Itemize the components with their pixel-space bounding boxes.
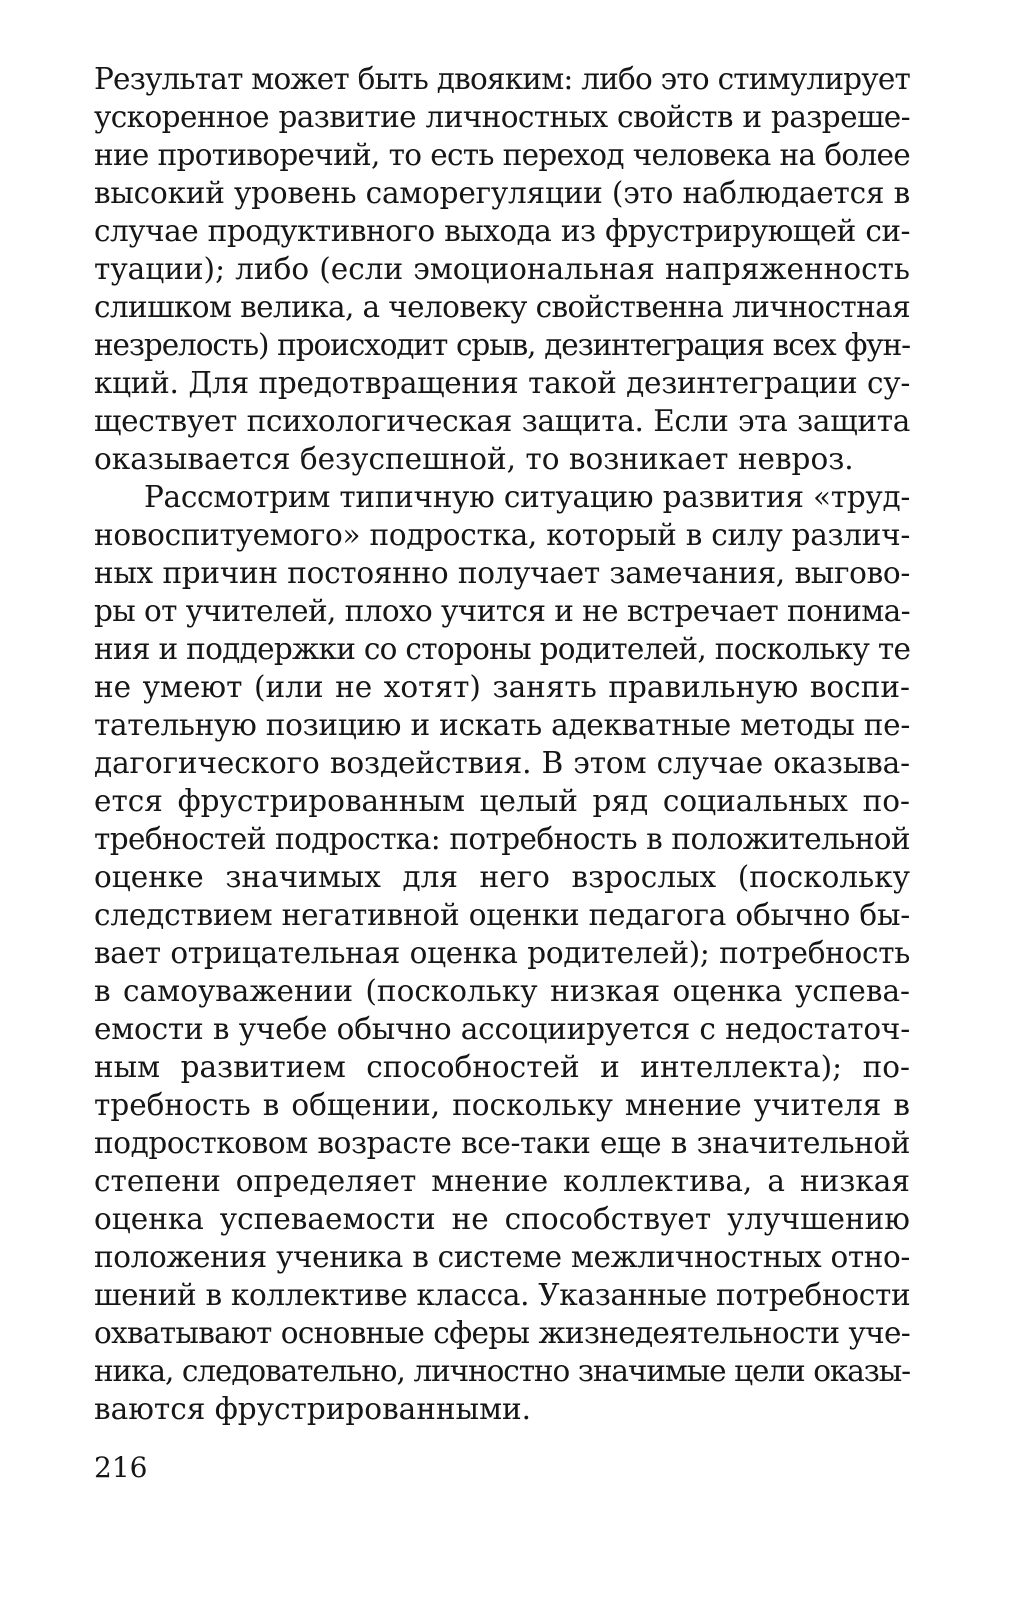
text-line: следствием негативной оценки педагога обычно бы- [94, 898, 910, 932]
text-line: положения ученика в системе межличностных отно- [94, 1240, 910, 1274]
text-line: тательную позицию и искать адекватные методы пе- [94, 708, 910, 742]
text-line: подростковом возрасте все-таки еще в значительной [94, 1126, 910, 1160]
text-line: новоспитуемого» подростка, который в силу различ- [94, 518, 910, 552]
text-line: в самоуважении (поскольку низкая оценка успева- [94, 974, 910, 1008]
text-line: Рассмотрим типичную ситуацию развития «труд- [144, 480, 910, 514]
text-line: ры от учителей, плохо учится и не встречает понима- [94, 594, 910, 628]
text-line: не умеют (или не хотят) занять правильную воспи- [94, 670, 910, 704]
text-line: вает отрицательная оценка родителей); потребность [94, 936, 910, 970]
text-line: ным развитием способностей и интеллекта); по- [94, 1050, 910, 1084]
paragraph-1 [94, 60, 910, 478]
text-line: оценка успеваемости не способствует улучшению [94, 1202, 910, 1236]
text-line: высокий уровень саморегуляции (это наблюдается в [94, 176, 910, 210]
text-line: Результат может быть двояким: либо это стимулирует [94, 62, 910, 96]
text-line: ния и поддержки со стороны родителей, поскольку те [94, 632, 911, 666]
text-line: оценке значимых для него взрослых (поскольку [94, 860, 910, 894]
text-line: охватывают основные сферы жизнедеятельности уче- [94, 1316, 910, 1350]
text-line: степени определяет мнение коллектива, а низкая [94, 1164, 910, 1198]
page-number: 216 [94, 1451, 148, 1484]
text-line: случае продуктивного выхода из фрустрирующей си- [94, 214, 910, 248]
text-line: дагогического воздействия. В этом случае оказыва- [94, 746, 910, 780]
text-line: ние противоречий, то есть переход человека на более [94, 138, 910, 172]
text-line: ваются фрустрированными. [94, 1392, 532, 1426]
text-line: шений в коллективе класса. Указанные потребности [94, 1278, 911, 1312]
text-line: слишком велика, а человеку свойственна личностная [94, 290, 911, 324]
text-line: ществует психологическая защита. Если эта защита [94, 404, 910, 438]
text-line: емости в учебе обычно ассоциируется с недостаточ- [94, 1012, 910, 1046]
text-line: оказывается безуспешной, то возникает невроз. [94, 442, 854, 476]
text-line: ется фрустрированным целый ряд социальных по- [94, 784, 910, 818]
text-line: незрелость) происходит срыв, дезинтеграция всех фун- [94, 328, 910, 362]
text-line: требностей подростка: потребность в положительной [94, 822, 910, 856]
text-line: туации); либо (если эмоциональная напряженность [94, 252, 910, 286]
paragraph-2 [94, 478, 910, 1428]
text-line: ника, следовательно, личностно значимые цели оказы- [94, 1354, 910, 1388]
text-line: ускоренное развитие личностных свойств и разреше- [94, 100, 910, 134]
body-text [94, 60, 910, 1428]
text-line: требность в общении, поскольку мнение учителя в [94, 1088, 910, 1122]
text-line: кций. Для предотвращения такой дезинтеграции су- [94, 366, 910, 400]
text-line: ных причин постоянно получает замечания, выгово- [94, 556, 910, 590]
